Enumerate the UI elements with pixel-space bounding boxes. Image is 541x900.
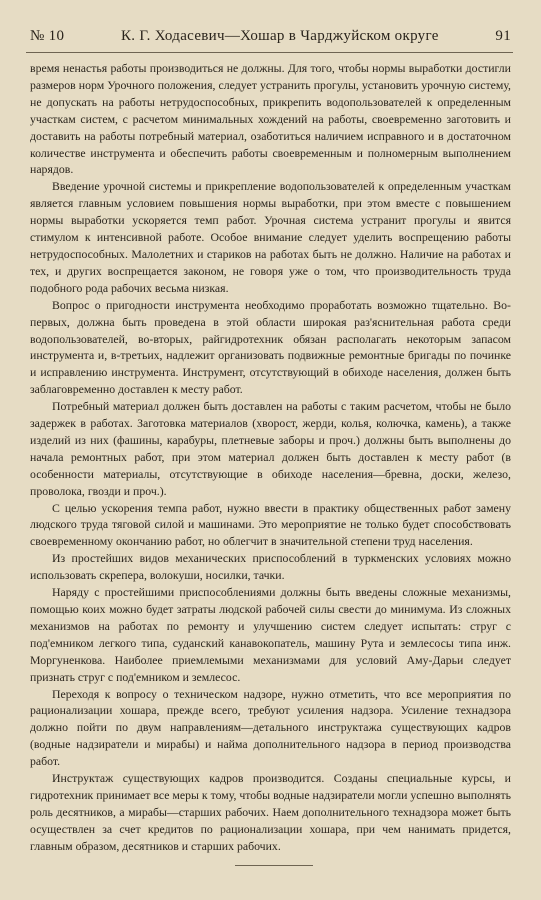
paragraph: Инструктаж существующих кадров производится. Созданы специальные курсы, и гидротехник принимает все меры к тому, чтобы водные надзиратели могли успешно выполнять роль десятников, а мирабы—старших рабочих. Наем дополнительного технадзора может быть осуществлен за счет кредитов по рационализации хошара, при чем нанимать придется, главным образом, десятников и старших рабочих. <box>30 771 511 853</box>
paragraph: Наряду с простейшими приспособлениями должны быть введены сложные механизмы, помощью коих можно будет затраты людской рабочей силы свести до минимума. Из сложных механизмов на работах по ремонту и улучшению систем следует испытать: струг с под'емником легкого типа, суданский канавокопатель, машину Рута и землесосы типа инж. Моргуненкова. Наиболее приемлемыми механизмами для условий Аму-Дарьи следует признать струг с под'емником и землесос. <box>30 585 511 684</box>
paragraph: время ненастья работы производиться не должны. Для того, чтобы нормы выработки достигли размеров норм Урочного положения, следует устранить прогулы, установить урочную систему, не допускать на работы нетрудоспособных, прикрепить водопользователей к определенным участкам систем, с расчетом минимальных хождений на работы, своевременно заготовить и доставить на работы потребный материал, озаботиться наличием исправного и в достаточном количестве инструмента и обеспечить работы своевременным и полномерным выполнением нарядов. <box>30 61 511 177</box>
header-rule <box>26 52 513 53</box>
paragraph: Потребный материал должен быть доставлен на работы с таким расчетом, чтобы не было задержек в работах. Заготовка материалов (хворост, жерди, колья, колючка, камень), а также изделий из них (фашины, карабуры, плетневые заборы и проч.) должны быть выполнены до начала ремонтных работ, при этом материал должен быть доставлен к месту работ (в особенности материалы, отсутствующие в обиходе населения—бревна, доски, железо, проволока, гвозди и проч.). <box>30 399 511 498</box>
issue-number: № 10 <box>30 28 65 44</box>
running-title: К. Г. Ходасевич—Хошар в Чарджуйском округе <box>120 28 439 44</box>
paragraph: С целью ускорения темпа работ, нужно ввести в практику общественных работ замену людского труда тяговой силой и машинами. Это мероприятие не только будет способствовать своевременному окончанию работ, но облегчит в значительной степени труд населения. <box>30 500 511 549</box>
article-body <box>30 60 511 855</box>
end-rule <box>235 865 313 866</box>
paragraph: Вопрос о пригодности инструмента необходимо проработать возможно тщательно. Во-первых, должна быть проведена в этой области широкая раз'яснительная работа среди водопользователей, во-вторых, райгидротехник обязан располагать некоторым запасом инструмента и, в-третьих, надлежит организовать подвижные ремонтные бригады по починке и исправлению инструмента. Инструмент, отсутствующий в обиходе населения, должен быть заблаговременно доставлен к месту работ. <box>30 297 511 397</box>
page-number: 91 <box>495 28 511 44</box>
running-header <box>30 28 511 45</box>
paragraph: Из простейших видов механических приспособлений в туркменских условиях можно использовать скрепера, волокуши, носилки, тачки. <box>30 551 511 583</box>
paragraph: Переходя к вопросу о техническом надзоре, нужно отметить, что все мероприятия по рационализации хошара, прежде всего, требуют усиления надзора. Усиление технадзора должно пойти по двум направлениям—детального инструктажа существующих кадров (водные надзиратели и мирабы) и найма дополнительного надзора в период производства работ. <box>30 686 511 769</box>
paragraph: Введение урочной системы и прикрепление водопользователей к определенным участкам является главным условием повышения нормы выработки, при этом вместе с повышением нормы выработки ускоряется темп работ. Урочная система устранит прогулы и явится стимулом к интенсивной работе. Особое внимание следует уделить воспрещению работы нетрудоспособных. Малолетних и стариков на работах быть не должно. Наличие на работах и тех, и других воспрещается законом, не говоря уже о том, что производительность труда подобного рода рабочих весьма низкая. <box>30 179 511 295</box>
